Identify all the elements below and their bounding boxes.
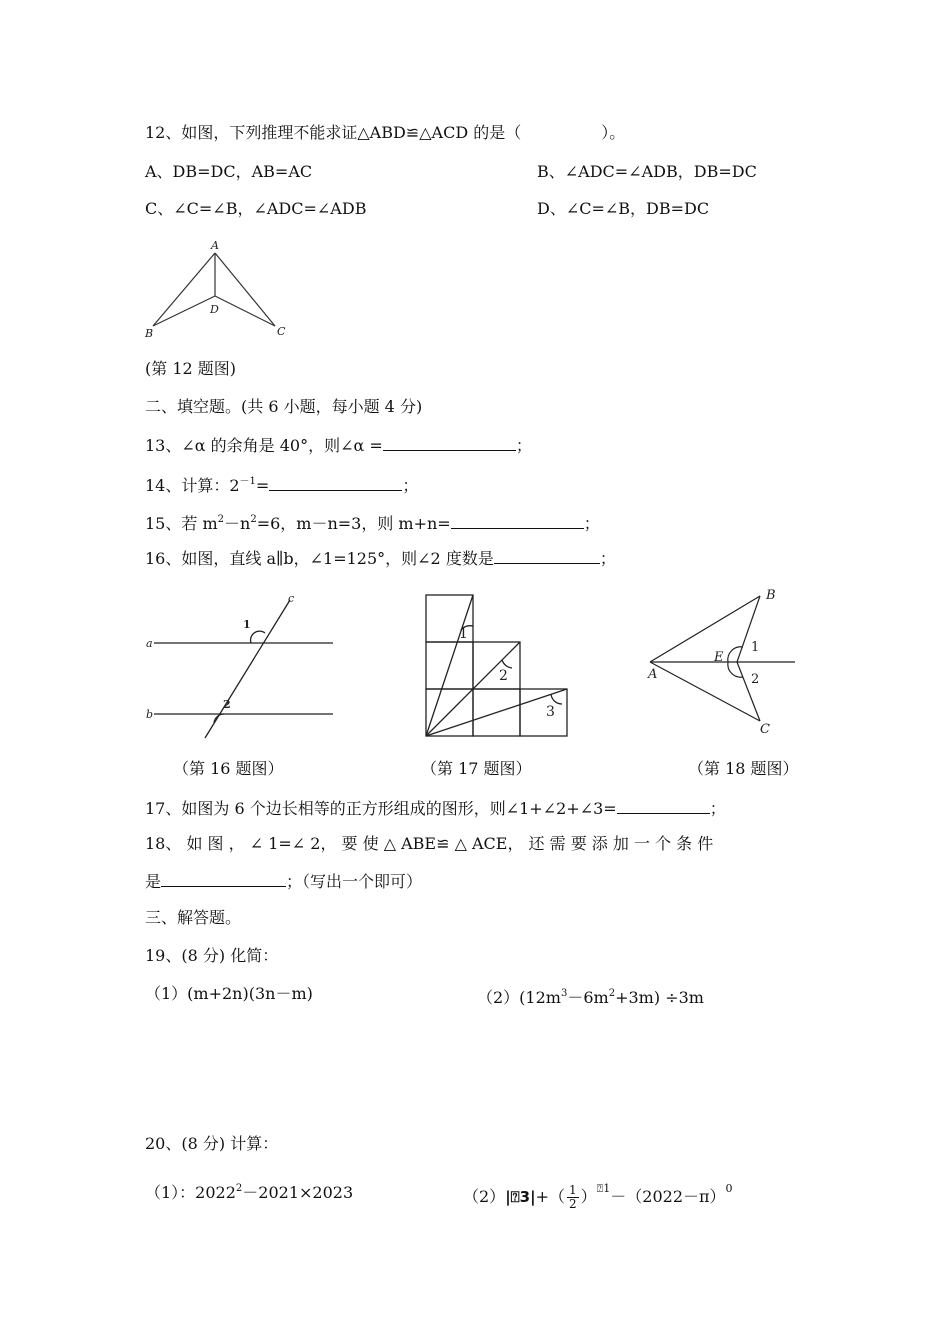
q20-title: 20、(8 分) 计算： <box>145 1134 279 1153</box>
fig17-angle-1: 1 <box>459 626 468 642</box>
q20-part1-b: －2021×2023 <box>242 1183 354 1202</box>
fig18-angle-1: 1 <box>751 640 760 655</box>
fig17-caption: （第 17 题图） <box>421 759 532 778</box>
q14-answer-blank[interactable] <box>269 474 402 491</box>
q20-part1-exp: 2 <box>235 1183 243 1194</box>
q15-end: ； <box>583 514 600 533</box>
q19-part2-c: +3m) ÷3m <box>615 988 704 1007</box>
q14-end: ； <box>402 476 419 495</box>
q15-exp2: 2 <box>250 514 257 525</box>
q19-part2-b: －6m <box>567 988 609 1007</box>
q20-part2-rest: －（2022－π） <box>610 1187 726 1206</box>
fig17 <box>418 588 578 743</box>
q14-equals: = <box>255 476 270 495</box>
q12-caption: (第 12 题图) <box>145 359 237 378</box>
q15 <box>145 509 600 535</box>
q20-part2-fraction <box>567 1184 579 1211</box>
q20-fraction-numerator: 1 <box>569 1183 577 1197</box>
q20-part2-open: +（ <box>535 1187 566 1206</box>
q20-part2-exp: ⍰1 <box>596 1182 611 1195</box>
q14 <box>145 471 418 497</box>
fig16 <box>140 588 340 743</box>
fig18-label-c: C <box>760 722 770 737</box>
q13 <box>145 434 532 457</box>
fig16-angle-1: 1 <box>243 618 251 631</box>
q18-line1: 18、 如 图 ， ∠ 1=∠ 2， 要 使 △ ABE≌ △ ACE， 还 需 要 添 加 一 个 条 件 <box>145 834 714 853</box>
fig17-angle-3: 3 <box>546 704 555 720</box>
q16-text: 16、如图，直线 a∥b，∠1=125°，则∠2 度数是 <box>145 549 494 568</box>
q19-part2-a: （2）(12m <box>477 988 561 1007</box>
q20-part2 <box>463 1172 733 1214</box>
q15-exp1: 2 <box>217 514 224 525</box>
fig16-angle-2: 2 <box>223 698 231 711</box>
q20-part1-a: （1）：2022 <box>145 1183 236 1202</box>
section-3-heading: 三、解答题。 <box>145 908 242 927</box>
q20-part1 <box>145 1178 353 1204</box>
q14-exponent: －1 <box>239 476 256 487</box>
q12-figure <box>140 238 300 343</box>
q12-label-d: D <box>210 303 219 316</box>
q12-question: 12、如图，下列推理不能求证△ABD≌△ACD 的是（ ）。 <box>145 123 626 142</box>
q13-text: 13、∠α 的余角是 40°，则∠α = <box>145 436 383 455</box>
fig18-label-e: E <box>714 650 724 665</box>
q18-prefix: 是 <box>145 872 162 891</box>
q17-answer-blank[interactable] <box>617 797 710 814</box>
fig16-label-a: a <box>146 637 153 650</box>
q16 <box>145 547 616 570</box>
q19-part2 <box>477 983 704 1009</box>
q16-end: ； <box>599 549 616 568</box>
fig18-label-b: B <box>766 588 776 603</box>
fig16-label-c: c <box>288 592 295 605</box>
q20-fraction-denominator: 2 <box>569 1197 577 1211</box>
q12-option-c: C、∠C=∠B，∠ADC=∠ADB <box>145 199 367 218</box>
q17 <box>145 797 726 820</box>
fig17-angle-2: 2 <box>499 668 508 684</box>
q12-label-b: B <box>145 327 154 340</box>
q15-part1: 15、若 m <box>145 514 218 533</box>
q20-part2-abs: |⍰3| <box>505 1188 536 1206</box>
q12-option-d: D、∠C=∠B，DB=DC <box>537 199 710 218</box>
q12-label-c: C <box>277 325 286 338</box>
q17-text: 17、如图为 6 个边长相等的正方形组成的图形，则∠1+∠2+∠3= <box>145 799 617 818</box>
section-2-heading: 二、填空题。(共 6 小题，每小题 4 分) <box>145 397 423 416</box>
q18-answer-blank[interactable] <box>161 870 286 887</box>
q15-part3: =6，m－n=3，则 m+n= <box>256 514 451 533</box>
q12-option-b: B、∠ADC=∠ADB，DB=DC <box>537 162 757 181</box>
fig18-angle-2: 2 <box>751 672 760 687</box>
q15-part2: －n <box>224 514 251 533</box>
fig16-label-b: b <box>146 708 154 721</box>
q19-part1: （1）(m+2n)(3n－m) <box>145 984 313 1003</box>
q20-part2-label: （2） <box>463 1187 506 1206</box>
q20-part2-exp0: 0 <box>725 1182 733 1195</box>
q18-suffix: ；（写出一个即可） <box>286 872 423 891</box>
fig18-caption: （第 18 题图） <box>688 759 799 778</box>
q12-option-a: A、DB=DC，AB=AC <box>145 162 313 181</box>
q12-label-a: A <box>211 239 219 252</box>
fig18 <box>640 585 800 745</box>
q13-answer-blank[interactable] <box>383 434 516 451</box>
q13-end: ； <box>515 436 532 455</box>
q15-answer-blank[interactable] <box>451 512 584 529</box>
fig16-caption: （第 16 题图） <box>173 759 284 778</box>
q17-end: ； <box>709 799 726 818</box>
q14-text: 14、计算：2 <box>145 476 240 495</box>
q19-part2-exp1: 3 <box>560 988 568 999</box>
q19-title: 19、(8 分) 化简： <box>145 946 279 965</box>
q16-answer-blank[interactable] <box>494 547 600 564</box>
q20-part2-close: ） <box>580 1187 597 1206</box>
fig18-label-a: A <box>648 667 658 682</box>
q18-line2 <box>145 870 422 893</box>
q19-part2-exp2: 2 <box>608 988 616 999</box>
